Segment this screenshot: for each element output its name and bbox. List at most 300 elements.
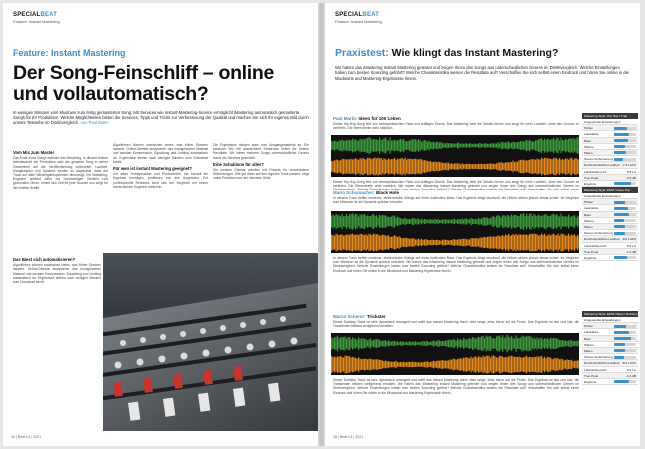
waveform-master-bar (414, 362, 415, 367)
waveform-master-bar (574, 234, 575, 251)
waveform-master-bar (390, 159, 391, 173)
waveform-master-bar (430, 161, 431, 171)
waveform-master-bar (489, 237, 490, 249)
rating-value: 5.6 LU (626, 243, 636, 248)
waveform-mixdown-bar (378, 140, 379, 151)
waveform-master-bar (415, 362, 416, 367)
waveform-mixdown-bar (564, 340, 565, 347)
waveform-master-bar (403, 159, 404, 174)
waveform-mixdown-bar (385, 137, 386, 153)
waveform-master-bar (384, 361, 385, 368)
waveform-master-bar (376, 359, 377, 370)
waveform-mixdown-bar (529, 214, 530, 229)
waveform-master-bar (415, 240, 416, 246)
review-name: Marco Scherer: Trickster (333, 314, 386, 319)
text-column-3: Die Ergebnisse hängen stark vom Ausgangsmaterial ab. Ein sauberer Mix mit ausreichend Headroom liefert die besten Resultate. Wir haben mehrere Songs unterschiedlicher Genres durch die Services geschickt. Eine Schablone für alles? Die meisten Dienste arbeiten mit Presets für verschiedene Stilrichtungen. Wie gut diese auf den eigenen Track passen, zeigt unser Praxistest auf der nächsten Seite. (213, 143, 309, 181)
waveform-mixdown-bar (400, 341, 401, 345)
section-tag: SPECIALBEAT (335, 12, 380, 18)
waveform-master-bar (547, 235, 548, 249)
waveform-mixdown-bar (331, 216, 332, 228)
waveform-master-bar (570, 236, 571, 249)
waveform-mixdown-bar (495, 217, 496, 225)
waveform-mixdown-bar (465, 219, 466, 225)
waveform-mixdown-bar (534, 214, 535, 229)
waveform-master-bar (333, 357, 334, 371)
waveform-master-bar (348, 235, 349, 251)
waveform-master-bar (421, 362, 422, 366)
waveform-master-bar (405, 158, 406, 175)
waveform-mixdown-bar (466, 143, 467, 148)
waveform-master-bar (568, 234, 569, 252)
waveform-master-bar (463, 239, 464, 246)
waveform-master-bar (399, 362, 400, 367)
rating-bar (614, 343, 636, 346)
waveform-mixdown-bar (382, 215, 383, 228)
waveform-mixdown-bar (435, 341, 436, 346)
waveform-master-bar (393, 236, 394, 248)
waveform-mixdown-bar (379, 340, 380, 347)
waveform-master-bar (504, 236, 505, 249)
waveform-master-bar (438, 162, 439, 172)
waveform-mixdown-bar (513, 142, 514, 150)
rating-bar (614, 207, 636, 210)
waveform-master-bar (471, 357, 472, 373)
waveform-mixdown-bar (459, 340, 460, 347)
waveform-master-bar (514, 357, 515, 372)
waveform-mixdown-bar (384, 340, 385, 346)
waveform-master-bar (513, 356, 514, 372)
waveform-mixdown-bar (564, 140, 565, 151)
waveform-master-bar (376, 158, 377, 174)
waveform-master-bar (414, 159, 415, 174)
waveform-master-bar (501, 162, 502, 171)
waveform-master-bar (460, 164, 461, 168)
waveform-master-bar (333, 235, 334, 250)
waveform-master-bar (558, 160, 559, 174)
waveform-mixdown-bar (349, 140, 350, 151)
right-page (325, 3, 640, 446)
waveform-mixdown-bar (342, 337, 343, 350)
rating-label: Angewandte Einstellungen (584, 120, 621, 124)
waveform-master-bar (474, 357, 475, 372)
waveform-mixdown-bar (555, 215, 556, 228)
waveform-master-bar (442, 240, 443, 246)
waveform-mixdown-bar (429, 342, 430, 345)
waveform-mixdown-bar (466, 340, 467, 348)
rating-label: Angewandte Einstellungen (584, 194, 621, 198)
waveform-master-bar (334, 236, 335, 250)
waveform-master-bar (457, 163, 458, 169)
waveform-master-bar (565, 236, 566, 249)
waveform-mixdown-bar (334, 337, 335, 349)
waveform-master-bar (412, 362, 413, 367)
waveform-master-bar (535, 234, 536, 251)
waveform-mixdown-bar (423, 341, 424, 346)
waveform-mixdown-bar (555, 140, 556, 151)
subheading: Vom Mix zum Master (13, 150, 55, 155)
waveform-master-bar (343, 358, 344, 372)
waveform-mixdown-bar (360, 339, 361, 348)
waveform-master-bar (511, 162, 512, 171)
waveform-mixdown-bar (430, 219, 431, 223)
rating-bar-fill (614, 337, 631, 340)
waveform-mixdown-bar (480, 143, 481, 147)
waveform-mixdown-bar (571, 340, 572, 346)
rating-label: Mitten (584, 150, 593, 155)
waveform-master-bar (544, 158, 545, 175)
rating-bar-fill (614, 158, 623, 161)
waveform-master-bar (558, 358, 559, 371)
waveform-master-bar (339, 235, 340, 250)
waveform-master-bar (429, 362, 430, 367)
rating-label: Ergebnis (584, 379, 597, 384)
waveform-master-bar (474, 164, 475, 169)
waveform-mixdown-bar (421, 342, 422, 346)
rating-bar (614, 356, 636, 359)
waveform-mixdown-bar (375, 339, 376, 347)
waveform-mixdown-bar (465, 144, 466, 148)
waveform-master-bar (352, 159, 353, 173)
waveform-mixdown-bar (471, 144, 472, 147)
waveform-mixdown-bar (538, 214, 539, 228)
waveform-mixdown-bar (342, 140, 343, 152)
waveform-master-bar (402, 158, 403, 176)
waveform-master-bar (459, 163, 460, 169)
rating-label: Stereo-Verbreiterung (584, 157, 613, 162)
waveform-master-bar (420, 240, 421, 246)
waveform-mixdown-bar (412, 218, 413, 225)
waveform-master-bar (514, 235, 515, 249)
waveform-master-bar (336, 160, 337, 174)
waveform-mixdown-bar (451, 340, 452, 347)
waveform-master-bar (433, 361, 434, 369)
waveform-mixdown-bar (432, 142, 433, 149)
rating-bar-fill (614, 207, 628, 210)
waveform-master-bar (550, 236, 551, 250)
waveform-master-bar (423, 362, 424, 367)
waveform-master-bar (478, 356, 479, 372)
waveform-master-bar (529, 234, 530, 251)
article-intro: In wenigen Minuten vom Mixdown zum fertig gemasterten Song: Mit Services wie Instant-Mastering-Service ermöglicht iMastering automatisch gemasterte Songs für Ihr Produktion. Welche Möglichkeiten bieten die Services, Tipps und Tricks zur Verbesserung der Qualität und machen Sie sich Ihr eigenes Bild durch unsere Testreihe im Direktvergleich. von Paul Marin (13, 110, 309, 126)
waveform-mixdown-bar (456, 220, 457, 223)
waveform-mixdown-bar (472, 337, 473, 350)
rating-label: Durchschnittliche Lautheit (584, 163, 620, 168)
waveform-mixdown-bar (549, 216, 550, 227)
waveform-mixdown-bar (349, 337, 350, 350)
waveform-mixdown-bar (366, 138, 367, 152)
waveform-master-bar (555, 158, 556, 176)
waveform-master-bar (408, 362, 409, 368)
waveform-master-bar (489, 356, 490, 373)
waveform-master-bar (351, 159, 352, 174)
waveform-mixdown-bar (360, 139, 361, 153)
waveform-mixdown-bar (489, 144, 490, 148)
waveform-master-bar (543, 235, 544, 250)
waveform-mixdown-bar (418, 342, 419, 345)
rating-label: Bass (584, 212, 591, 217)
waveform-master-bar (339, 161, 340, 173)
waveform-mixdown-bar (525, 141, 526, 151)
waveform-mixdown-bar (370, 138, 371, 153)
waveform-master-bar (420, 362, 421, 367)
waveform-master-bar (457, 240, 458, 246)
waveform-mixdown-bar (400, 218, 401, 225)
waveform-master-bar (468, 164, 469, 169)
waveform-master-bar (541, 158, 542, 176)
waveform-master-bar (399, 236, 400, 248)
waveform-master-bar (418, 239, 419, 247)
rating-label: Lautstärke (584, 132, 599, 137)
waveform-master-bar (501, 356, 502, 373)
waveform-mixdown-bar (579, 341, 580, 345)
rating-bar-fill (614, 127, 627, 130)
waveform-master-bar (460, 358, 461, 371)
waveform-master-bar (396, 160, 397, 174)
waveform-master-bar (402, 362, 403, 367)
waveform-master-bar (538, 357, 539, 372)
waveform-mixdown-bar (418, 218, 419, 224)
waveform-mixdown-bar (394, 140, 395, 151)
waveform-mixdown-bar (363, 338, 364, 348)
waveform-mixdown-bar (546, 339, 547, 348)
waveform-mixdown-bar (442, 143, 443, 147)
waveform-mixdown-bar (540, 216, 541, 227)
waveform-mixdown-bar (372, 341, 373, 347)
waveform-mixdown-bar (348, 140, 349, 152)
waveform-mixdown-bar (412, 139, 413, 151)
waveform-mixdown-bar (502, 335, 503, 352)
waveform-mixdown-bar (459, 219, 460, 224)
waveform-master-bar (490, 163, 491, 169)
waveform-mixdown-bar (432, 341, 433, 346)
waveform-master-bar (360, 359, 361, 371)
waveform-master-bar (367, 359, 368, 369)
waveform-mixdown-bar (562, 140, 563, 151)
waveform-mixdown-bar (426, 341, 427, 346)
waveform-mixdown-bar (522, 141, 523, 150)
waveform-master-bar (516, 357, 517, 372)
waveform-mixdown-bar (337, 336, 338, 352)
waveform-mixdown-bar (490, 144, 491, 148)
waveform-mixdown-bar (496, 216, 497, 228)
waveform-master-bar (436, 361, 437, 368)
waveform-mixdown-bar (519, 216, 520, 227)
waveform-master-bar (562, 359, 563, 370)
waveform-master-bar (468, 239, 469, 245)
waveform-mixdown-bar (495, 143, 496, 147)
waveform-mixdown-bar (567, 217, 568, 227)
waveform-mixdown-bar (571, 139, 572, 152)
waveform-master-bar (571, 158, 572, 175)
waveform-master-bar (508, 234, 509, 251)
waveform-mixdown-bar (558, 339, 559, 348)
rating-bar (614, 349, 636, 352)
waveform-master-bar (444, 240, 445, 246)
waveform-master-bar (499, 163, 500, 170)
waveform-mixdown-bar (469, 338, 470, 349)
waveform-mixdown-bar (387, 140, 388, 152)
waveform-master-bar (505, 234, 506, 250)
waveform-master-bar (411, 362, 412, 367)
waveform-master-bar (343, 159, 344, 175)
waveform-master-bar (526, 235, 527, 251)
rating-bar (614, 337, 636, 340)
waveform-mixdown-bar (561, 340, 562, 347)
waveform-mixdown-bar (478, 337, 479, 350)
rating-label: True Peak (584, 373, 599, 378)
waveform-master-bar (372, 235, 373, 250)
waveform-master-bar (477, 164, 478, 169)
waveform-mixdown-bar (367, 340, 368, 346)
waveform-mixdown-bar (379, 137, 380, 153)
waveform-mixdown-bar (457, 219, 458, 224)
test-title: Praxistest: Wie klingt das Instant Mastering? (335, 47, 559, 59)
rating-bar (614, 225, 636, 228)
waveform-mixdown-bar (385, 215, 386, 228)
waveform-master-bar (364, 359, 365, 371)
waveform-master-bar (348, 356, 349, 373)
waveform-master-bar (342, 234, 343, 250)
waveform-mixdown-bar (340, 337, 341, 349)
review-name: Mario Schumacher: Black Hole (333, 190, 400, 195)
waveform-master-bar (450, 359, 451, 369)
waveform-master-bar (460, 239, 461, 245)
waveform-master-bar (357, 359, 358, 370)
rating-bar-fill (614, 232, 625, 235)
waveform-master-bar (340, 235, 341, 251)
waveform-master-bar (579, 159, 580, 174)
waveform-master-bar (573, 235, 574, 250)
waveform-mixdown-bar (519, 142, 520, 150)
waveform-mixdown-bar (370, 216, 371, 227)
waveform-master-bar (352, 234, 353, 252)
waveform-mixdown-bar (360, 214, 361, 228)
waveform-mixdown-bar (439, 341, 440, 347)
waveform-master-bar (430, 240, 431, 245)
waveform-master-bar (462, 359, 463, 370)
waveform-master-bar (385, 361, 386, 369)
rating-bar (614, 133, 636, 136)
waveform-mixdown-bar (381, 216, 382, 228)
waveform-master-bar (558, 234, 559, 252)
waveform-master-bar (387, 160, 388, 174)
waveform-master-bar (499, 356, 500, 373)
waveform-master-bar (556, 358, 557, 370)
waveform-mixdown-bar (483, 336, 484, 351)
waveform-master-bar (537, 159, 538, 175)
waveform-master-bar (454, 163, 455, 169)
waveform-mixdown-bar (565, 139, 566, 153)
waveform-mixdown-bar (544, 214, 545, 228)
waveform-master-bar (438, 240, 439, 245)
waveform-mixdown-bar (361, 139, 362, 151)
waveform-mixdown-bar (403, 139, 404, 152)
waveform-master-bar (531, 159, 532, 174)
waveform-mixdown-bar (358, 141, 359, 151)
waveform-mixdown-bar (525, 337, 526, 351)
rating-value: -8.6 LUFS (621, 237, 636, 242)
waveform-master-bar (411, 238, 412, 246)
waveform-master-bar (426, 361, 427, 367)
waveform-master-bar (405, 362, 406, 366)
waveform-mixdown-bar (493, 144, 494, 148)
waveform-master-bar (334, 357, 335, 373)
waveform-master-bar (382, 361, 383, 369)
waveform-mixdown-bar (505, 216, 506, 226)
waveform-mixdown-bar (339, 215, 340, 228)
rating-bar (614, 127, 636, 130)
waveform-master-bar (406, 362, 407, 367)
waveform-mixdown-bar (481, 218, 482, 224)
waveform-master-bar (361, 159, 362, 174)
waveform-mixdown-bar (465, 339, 466, 348)
waveform-mixdown-bar (355, 140, 356, 152)
waveform-mixdown-bar (369, 216, 370, 227)
waveform-mixdown-bar (462, 340, 463, 347)
waveform-mixdown-bar (393, 140, 394, 150)
waveform-master-bar (492, 164, 493, 170)
waveform-mixdown-bar (421, 142, 422, 149)
waveform-master-bar (402, 238, 403, 246)
waveform-mixdown-bar (549, 340, 550, 348)
waveform-mixdown-bar (363, 139, 364, 152)
waveform-mixdown-bar (501, 338, 502, 350)
rating-label: Höhen (584, 200, 594, 205)
waveform-mixdown-bar (553, 338, 554, 349)
waveform-master-bar (418, 363, 419, 367)
waveform-master-bar (472, 358, 473, 371)
waveform-mixdown-bar (544, 138, 545, 152)
waveform-mixdown-bar (477, 219, 478, 224)
waveform-master-bar (561, 160, 562, 174)
waveform-mixdown-bar (516, 215, 517, 228)
waveform-master-bar (424, 362, 425, 367)
waveform-mixdown-bar (504, 338, 505, 349)
waveform-master-bar (472, 238, 473, 246)
waveform-master-bar (480, 357, 481, 372)
waveform-master-bar (433, 240, 434, 245)
waveform-mixdown-bar (523, 337, 524, 351)
waveform-master-bar (427, 361, 428, 367)
left-page (3, 3, 318, 446)
waveform-mixdown-bar (517, 338, 518, 349)
waveform-mixdown-bar (565, 341, 566, 346)
waveform-mixdown-bar (490, 218, 491, 225)
waveform-master-bar (429, 240, 430, 245)
waveform-mixdown-bar (546, 140, 547, 152)
rating-label: Höhen (584, 126, 594, 131)
waveform-master-bar (493, 236, 494, 248)
text-column-2: Algorithmen können inzwischen vieles, was früher Stunden dauerte. Online-Dienste analysieren das hochgeladene Material und wenden Kompression, Equalizing und Limiting automatisch an. Ergebnisse stehen nach wenigen Minuten zum Download bereit. Für wen ist instant Mastering geeignet? Vor allem Hobbymusiker und Produzenten, die schnell ein Ergebnis benötigen, profitieren von den Angeboten. Für professionelle Releases lohnt sich der Vergleich mit einem menschlichen Engineer weiterhin. (113, 143, 208, 189)
waveform-master-bar (441, 360, 442, 368)
rating-label: Bass (584, 336, 591, 341)
waveform-master-bar (418, 159, 419, 173)
waveform-master-bar (400, 159, 401, 175)
waveform-master-bar (355, 358, 356, 371)
waveform-mixdown-bar (474, 143, 475, 147)
waveform-mixdown-bar (345, 141, 346, 151)
waveform-mixdown-bar (562, 216, 563, 226)
waveform-master-bar (441, 241, 442, 245)
waveform-mixdown-bar (511, 336, 512, 351)
waveform-master-bar (381, 235, 382, 249)
waveform-master-bar (561, 234, 562, 252)
waveform-master-bar (373, 360, 374, 370)
waveform-mixdown-bar (331, 141, 332, 150)
waveform-master-bar (504, 163, 505, 170)
waveform-mixdown-bar (418, 139, 419, 151)
waveform-master-bar (490, 236, 491, 249)
